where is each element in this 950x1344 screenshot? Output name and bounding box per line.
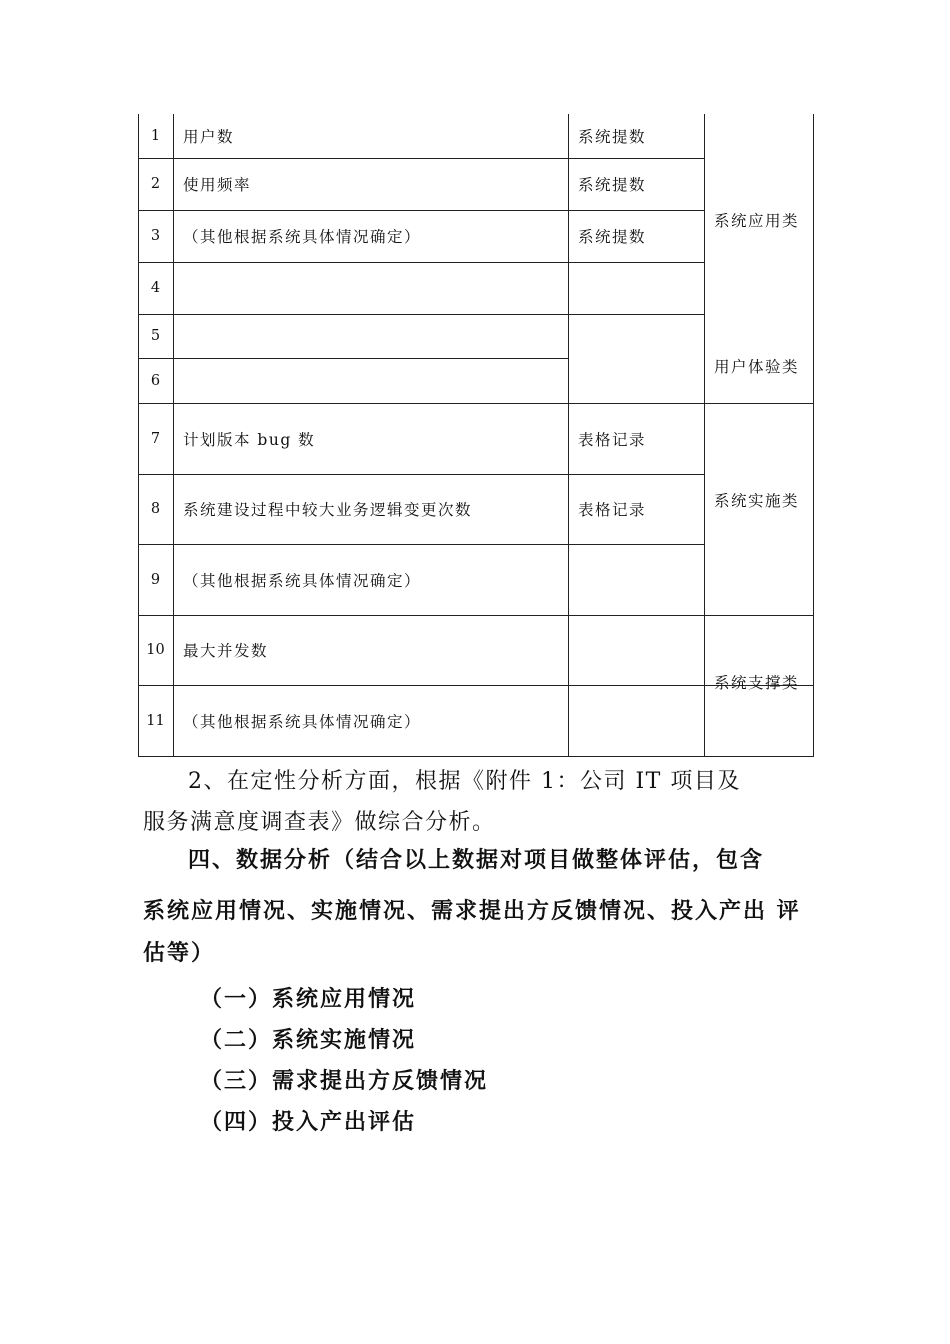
table-cell-source: 系统提数 [578, 228, 647, 246]
table-cell-source [568, 685, 704, 756]
category-impl: 系统实施类 [714, 492, 800, 510]
table-cell-num: 2 [150, 176, 161, 192]
metrics-table [138, 114, 814, 757]
table-cell-item: 用户数 [183, 128, 235, 146]
table-cell-source: 系统提数 [578, 128, 647, 146]
table-cell-source [568, 544, 704, 615]
subheading-2: （二）系统实施情况 [200, 1028, 417, 1053]
table-cell-item: 使用频率 [183, 176, 252, 194]
subheading-4: （四）投入产出评估 [200, 1110, 417, 1135]
subheading-1: （一）系统应用情况 [200, 987, 417, 1012]
table-cell-num: 9 [150, 571, 161, 588]
section-heading-line2: 系统应用情况、实施情况、需求提出方反馈情况、投入产出 评 [143, 899, 801, 924]
paragraph-qualitative-line2: 服务满意度调查表》做综合分析。 [143, 810, 496, 835]
table-cell-item: 最大并发数 [183, 642, 269, 660]
table-cell-num: 4 [150, 280, 161, 296]
paragraph-qualitative-line1: 2、在定性分析方面，根据《附件 1：公司 IT 项目及 [188, 769, 741, 794]
table-cell-num: 7 [150, 430, 161, 447]
category-app: 系统应用类 [714, 212, 800, 230]
category-support: 系统支撑类 [714, 674, 800, 692]
table-cell-num: 3 [150, 228, 161, 244]
table-cell-num: 8 [150, 501, 161, 517]
table-cell-num: 10 [146, 642, 165, 658]
table-cell-source: 表格记录 [578, 430, 647, 449]
table-cell-item [173, 262, 568, 314]
section-heading-line1: 四、数据分析（结合以上数据对项目做整体评估，包含 [188, 848, 765, 873]
table-cell-item [173, 358, 568, 403]
table-cell-source [568, 615, 704, 685]
table-cell-item: 系统建设过程中较大业务逻辑变更次数 [183, 501, 473, 519]
table-cell-num: 1 [150, 128, 161, 144]
subheading-3: （三）需求提出方反馈情况 [200, 1069, 489, 1094]
table-cell-item: （其他根据系统具体情况确定） [183, 228, 422, 246]
table-cell-item: 计划版本 bug 数 [183, 430, 316, 449]
table-cell-item: （其他根据系统具体情况确定） [183, 712, 422, 731]
table-border-bottom [138, 756, 814, 757]
table-cell-item: （其他根据系统具体情况确定） [183, 571, 422, 590]
category-ux: 用户体验类 [714, 358, 800, 376]
section-heading-line3: 估等） [143, 941, 216, 966]
table-cell-source [568, 314, 704, 403]
table-cell-source [568, 262, 704, 314]
table-cell-num: 6 [150, 372, 161, 389]
table-cell-source: 系统提数 [578, 176, 647, 194]
table-cell-item [173, 314, 568, 358]
table-cell-num: 11 [146, 712, 165, 729]
table-cell-source: 表格记录 [578, 501, 647, 519]
table-cell-num: 5 [150, 328, 161, 344]
